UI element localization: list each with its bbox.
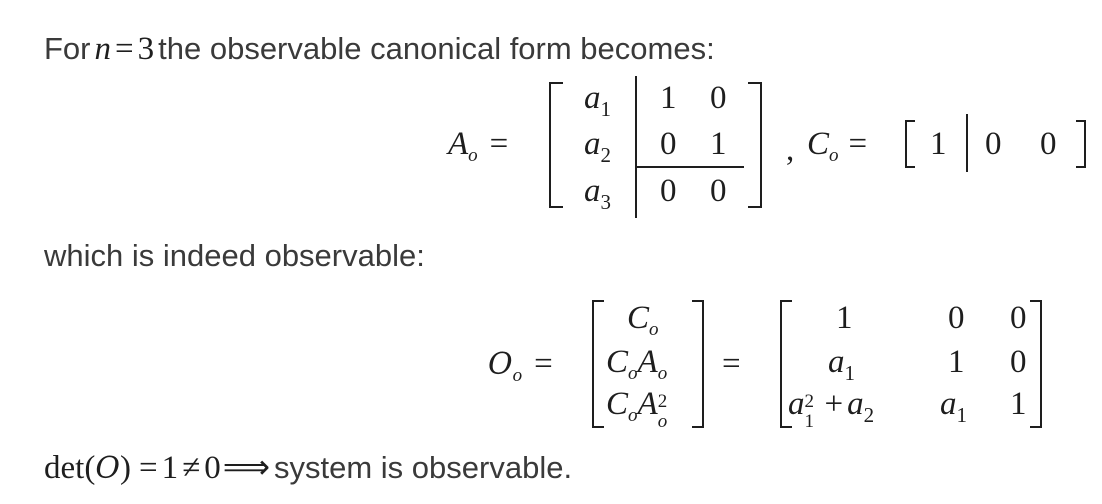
o-vector-r2: CoAo	[606, 344, 668, 384]
n-value: 3	[137, 31, 155, 67]
a-comma: ,	[786, 132, 795, 168]
o-vector-right-top	[692, 300, 704, 302]
o-matrix-right-top	[1030, 300, 1042, 302]
o-cell-r3c3: 1	[1010, 386, 1027, 422]
c-equals: =	[848, 126, 868, 162]
o-vector-r1: Co	[627, 300, 659, 340]
intro-prefix: For	[44, 31, 91, 66]
c-cell-2: 0	[985, 126, 1002, 162]
a-right-bracket-top	[748, 82, 762, 84]
a-right-bracket-bottom	[748, 206, 762, 208]
a-equals: =	[489, 126, 509, 162]
a-cell-r2c1: a2	[584, 126, 611, 167]
intro-suffix: the observable canonical form becomes:	[158, 31, 715, 66]
det-o-symbol: O	[95, 451, 120, 486]
c-right-bracket-bottom	[1076, 166, 1086, 168]
o-matrix-left-bottom	[780, 426, 792, 428]
a-cell-r3c1: a3	[584, 173, 611, 214]
observable-line: which is indeed observable:	[44, 238, 425, 273]
a-cell-r2c3: 1	[710, 126, 727, 162]
c-cell-3: 0	[1040, 126, 1057, 162]
c-left-bracket	[905, 120, 907, 168]
o-matrix-left-top	[780, 300, 792, 302]
det-operator: det	[44, 450, 85, 486]
intro-line	[44, 33, 715, 66]
o-cell-r3c1: a 2 1 + a2	[788, 386, 875, 432]
a-right-bracket	[760, 82, 762, 208]
implies-arrow: ⟹	[222, 450, 270, 486]
equals-sign: =	[115, 31, 134, 67]
c-subscript: o	[829, 145, 839, 166]
conclusion-line: det(O) = 1 ≠ 0⟹ system is observable.	[44, 450, 573, 486]
a-lhs	[448, 126, 509, 166]
not-equal-sign: ≠	[182, 450, 201, 486]
c-lhs	[807, 126, 868, 166]
c-left-bracket-bottom	[905, 166, 915, 168]
a-left-bracket-bottom	[549, 206, 563, 208]
c-right-bracket	[1084, 120, 1086, 168]
o-subscript: o	[512, 365, 523, 386]
o-cell-r1c3: 0	[1010, 300, 1027, 336]
c-right-bracket-top	[1076, 120, 1086, 122]
var-n: n	[94, 31, 111, 67]
a-left-bracket	[549, 82, 551, 208]
o-vector-right-bracket	[702, 300, 704, 428]
o-vector-left-bottom	[592, 426, 604, 428]
o-cell-r2c3: 0	[1010, 344, 1027, 380]
a-left-bracket-top	[549, 82, 563, 84]
a-cell-r3c2: 0	[660, 173, 677, 209]
o-equals: =	[534, 346, 553, 382]
a-cell-r3c3: 0	[710, 173, 727, 209]
a-cell-r1c2: 1	[660, 80, 677, 116]
o-cell-r1c2: 0	[948, 300, 965, 336]
o-lhs	[488, 346, 553, 386]
a-cell-r2c2: 0	[660, 126, 677, 162]
o-vector-right-bottom	[692, 426, 704, 428]
o-vector-left-bracket	[592, 300, 594, 428]
o-cell-r2c2: 1	[948, 344, 965, 380]
o-symbol: O	[488, 347, 513, 382]
c-symbol: C	[807, 126, 830, 162]
o-vector-left-top	[592, 300, 604, 302]
o-cell-r2c1: a1	[828, 344, 855, 385]
o-matrix-left-bracket	[780, 300, 782, 428]
a-cell-r1c1: a1	[584, 80, 611, 121]
c-cell-1: 1	[930, 126, 947, 162]
o-cell-r3c2: a1	[940, 386, 967, 427]
a-vertical-partition	[635, 76, 637, 218]
a-cell-r1c3: 0	[710, 80, 727, 116]
o-vector-r3: CoA 2 o	[606, 386, 668, 432]
c-partition	[966, 114, 968, 172]
o-matrix-right-bottom	[1030, 426, 1042, 428]
c-left-bracket-top	[905, 120, 915, 122]
conclusion-text: system is observable.	[274, 450, 573, 485]
o-matrix-right-bracket	[1040, 300, 1042, 428]
a-subscript: o	[468, 145, 478, 166]
o-cell-r1c1: 1	[836, 300, 853, 336]
a-horizontal-partition	[636, 166, 744, 168]
o-equals-2: =	[722, 346, 741, 382]
a-symbol: A	[448, 126, 469, 162]
